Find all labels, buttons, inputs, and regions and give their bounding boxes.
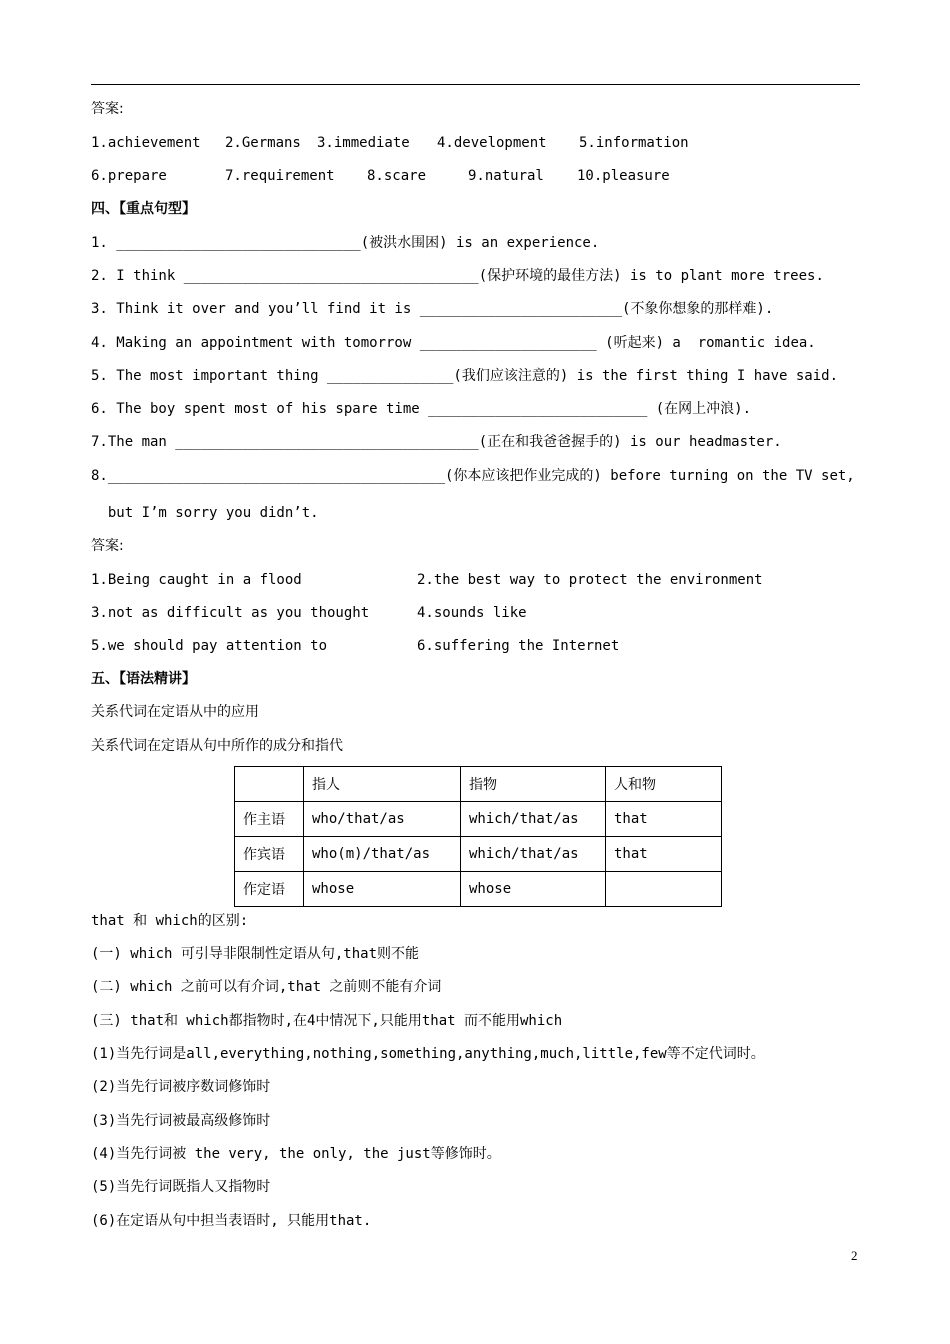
table-cell: 指物 <box>461 767 606 802</box>
vocab-answer: 9.natural <box>468 168 544 184</box>
sentence-item: 6. The boy spent most of his spare time __________________________ (在网上冲浪). <box>91 401 752 417</box>
sentence-answer: 3.not as difficult as you thought <box>91 605 370 621</box>
table-cell: which/that/as <box>461 837 606 872</box>
table-cell: 作主语 <box>235 802 304 837</box>
vocab-answer: 6.prepare <box>91 168 167 184</box>
sentence-answer: 5.we should pay attention to <box>91 638 328 654</box>
table-cell: 作宾语 <box>235 837 304 872</box>
diff-point: (一) which 可引导非限制性定语从句,that则不能 <box>91 946 420 962</box>
table-cell: which/that/as <box>461 802 606 837</box>
sentence-answer: 2.the best way to protect the environment <box>417 572 763 588</box>
sentence-answer: 1.Being caught in a flood <box>91 572 302 588</box>
sentence-item: 5. The most important thing _______________(我们应该注意的) is the first thing I have said. <box>91 368 839 384</box>
sentence-answer: 4.sounds like <box>417 605 527 621</box>
table-cell: that <box>606 837 722 872</box>
condition-item: (3)当先行词被最高级修饰时 <box>91 1113 271 1129</box>
answers-label: 答案: <box>91 101 124 117</box>
table-cell: 人和物 <box>606 767 722 802</box>
table-cell <box>606 872 722 907</box>
vocab-answer: 2.Germans <box>225 135 301 151</box>
table-cell: 作定语 <box>235 872 304 907</box>
table-cell: who(m)/that/as <box>304 837 461 872</box>
answers-label: 答案: <box>91 538 124 554</box>
condition-item: (6)在定语从句中担当表语时, 只能用that. <box>91 1213 372 1229</box>
vocab-answer: 1.achievement <box>91 135 201 151</box>
vocab-answer: 5.information <box>579 135 689 151</box>
table-cell: that <box>606 802 722 837</box>
table-cell: whose <box>304 872 461 907</box>
diff-point: (二) which 之前可以有介词,that 之前则不能有介词 <box>91 979 442 995</box>
sentence-answer: 6.suffering the Internet <box>417 638 620 654</box>
vocab-answer: 4.development <box>437 135 547 151</box>
sentence-item: 1. _____________________________(被洪水围困) is an experience. <box>91 235 600 251</box>
table-cell: whose <box>461 872 606 907</box>
sentence-item: 7.The man ____________________________________(正在和我爸爸握手的) is our headmaster. <box>91 434 782 450</box>
sentence-item: 3. Think it over and you’ll find it is ________________________(不象你想象的那样难). <box>91 301 774 317</box>
grammar-intro: 关系代词在定语从中的应用 <box>91 704 259 720</box>
page-number: 2 <box>851 1248 858 1263</box>
table-row <box>235 802 722 837</box>
condition-item: (1)当先行词是all,everything,nothing,something,anything,much,little,few等不定代词时。 <box>91 1046 765 1062</box>
vocab-answer: 7.requirement <box>225 168 335 184</box>
section-title: 五、【语法精讲】 <box>91 671 196 687</box>
diff-title: that 和 which的区别: <box>91 913 249 929</box>
table-header-row <box>235 767 722 802</box>
vocab-answer: 10.pleasure <box>577 168 670 184</box>
header-rule <box>91 84 860 85</box>
table-row <box>235 872 722 907</box>
condition-item: (4)当先行词被 the very, the only, the just等修饰时。 <box>91 1146 501 1162</box>
grammar-intro: 关系代词在定语从句中所作的成分和指代 <box>91 738 343 754</box>
table-cell: 指人 <box>304 767 461 802</box>
relative-pronoun-table <box>234 766 722 907</box>
diff-point: (三) that和 which都指物时,在4中情况下,只能用that 而不能用which <box>91 1013 563 1029</box>
sentence-item: 8.________________________________________(你本应该把作业完成的) before turning on the TV set, <box>91 468 855 484</box>
table-cell <box>235 767 304 802</box>
section-title: 四、【重点句型】 <box>91 201 196 217</box>
condition-item: (2)当先行词被序数词修饰时 <box>91 1079 271 1095</box>
sentence-item: 2. I think ___________________________________(保护环境的最佳方法) is to plant more trees. <box>91 268 824 284</box>
vocab-answer: 8.scare <box>367 168 427 184</box>
condition-item: (5)当先行词既指人又指物时 <box>91 1179 271 1195</box>
table-cell: who/that/as <box>304 802 461 837</box>
sentence-item: 4. Making an appointment with tomorrow _____________________ (听起来) a romantic idea. <box>91 335 816 351</box>
table-row <box>235 837 722 872</box>
vocab-answer: 3.immediate <box>317 135 410 151</box>
sentence-item: but I’m sorry you didn’t. <box>91 505 319 521</box>
